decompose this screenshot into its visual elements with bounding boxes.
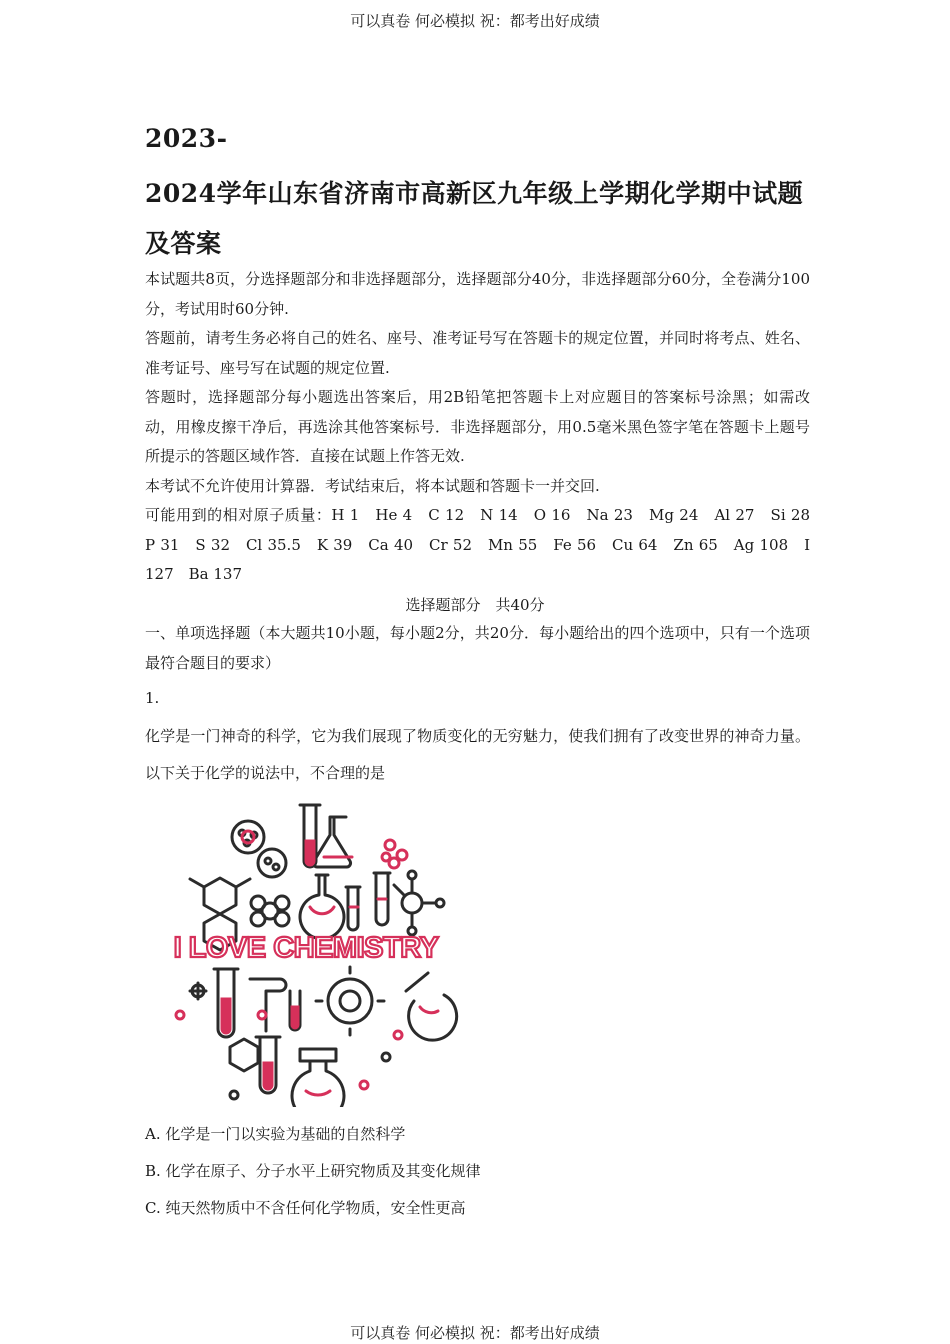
question-stem: 化学是一门神奇的科学，它为我们展现了物质变化的无穷魅力，使我们拥有了改变世界的神奇力量。以下关于化学的说法中，不合理的是 [145, 727, 810, 782]
option-b: B. 化学在原子、分子水平上研究物质及其变化规律 [145, 1162, 481, 1180]
section-title: 选择题部分 共40分 [405, 596, 545, 614]
illustration-caption: I LOVE CHEMISTRY [173, 932, 439, 964]
intro-paragraph-3: 答题时，选择题部分每小题选出答案后，用2B铅笔把答题卡上对应题目的答案标号涂黑；如需改动，用橡皮擦干净后，再选涂其他答案标号．非选择题部分，用0.5毫米黑色签字笔在答题卡上题号所提示的答题区域作答．直接在试题上作答无效. [145, 388, 810, 465]
page-footer: 可以真卷 何必模拟 祝：都考出好成绩 [350, 1324, 600, 1342]
intro-paragraph-2: 答题前，请考生务必将自己的姓名、座号、准考证号写在答题卡的规定位置，并同时将考点、姓名、准考证号、座号写在试题的规定位置. [145, 329, 810, 377]
option-c: C. 纯天然物质中不含任何化学物质，安全性更高 [145, 1199, 466, 1217]
chemistry-illustration [150, 795, 462, 1107]
option-a: A. 化学是一门以实验为基础的自然科学 [145, 1125, 406, 1143]
doc-title-line-2: 2024学年山东省济南市高新区九年级上学期化学期中试题 [145, 179, 804, 208]
atomic-masses: 可能用到的相对原子质量：H 1 He 4 C 12 N 14 O 16 Na 23 Mg 24 Al 27 Si 28 P 31 S 32 Cl 35.5 K 39 Ca 40 Cr 52 Mn 55 Fe 56 Cu 64 Zn 65 Ag 108 I 127 Ba 137 [145, 506, 826, 583]
question-number: 1. [145, 689, 160, 707]
intro-paragraph-1: 本试题共8页，分选择题部分和非选择题部分，选择题部分40分，非选择题部分60分，全卷满分100分，考试用时60分钟. [145, 270, 810, 318]
intro-paragraph-4: 本考试不允许使用计算器．考试结束后，将本试题和答题卡一并交回. [145, 477, 600, 495]
doc-title-line-1: 2023- [145, 124, 228, 153]
page-header: 可以真卷 何必模拟 祝：都考出好成绩 [350, 12, 600, 30]
doc-title-line-3: 及答案 [145, 229, 222, 258]
part-heading: 一、单项选择题（本大题共10小题，每小题2分，共20分．每小题给出的四个选项中，只有一个选项最符合题目的要求） [145, 624, 810, 672]
